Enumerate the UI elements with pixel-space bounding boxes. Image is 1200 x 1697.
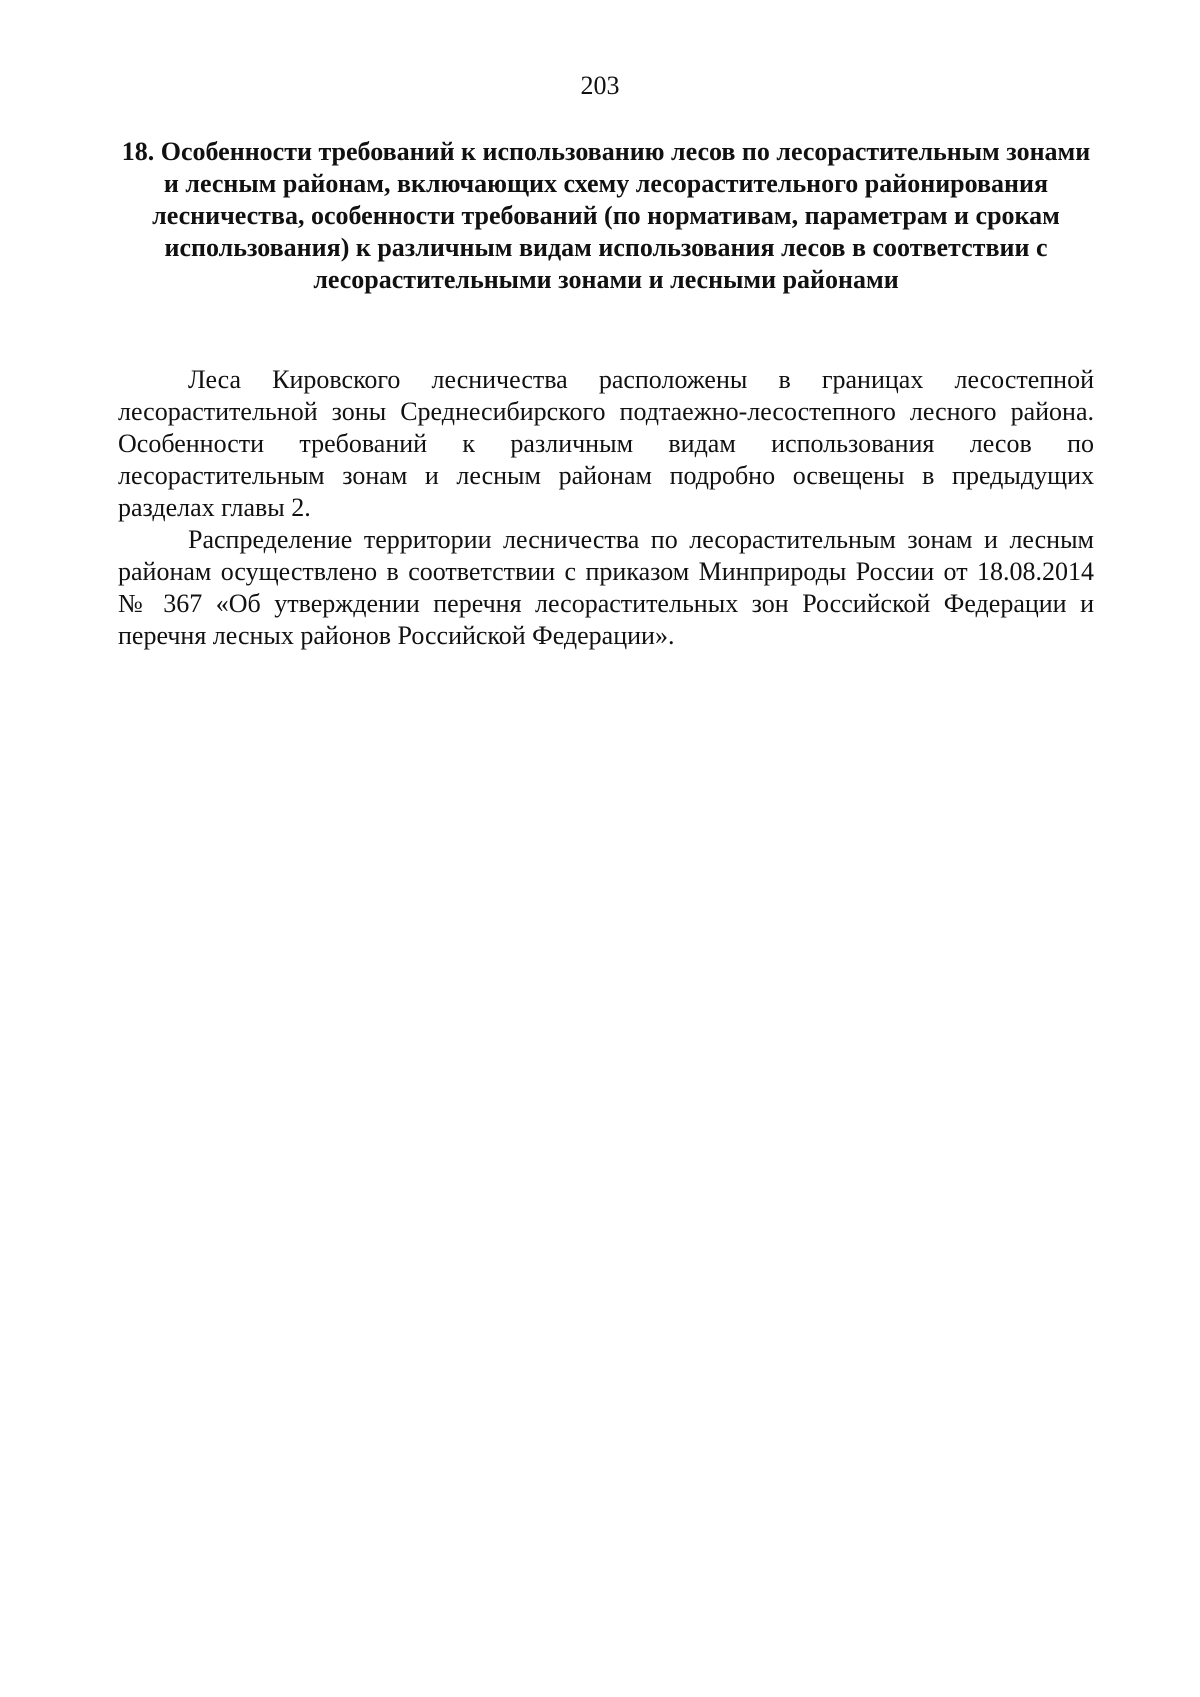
body-text — [118, 364, 1094, 652]
page-number: 203 — [580, 71, 620, 100]
section-title: 18. Особенности требований к использованию лесов по лесорастительным зонами и лесным районам, включающих схему лесорастительного районирования лесничества, особенности требований (по нормативам, параметрам и срокам использования) к различным видам использования лесов в соответствии с лесорастительными зонами и лесными районами — [121, 137, 1091, 294]
paragraph-forest-zones: Леса Кировского лесничества расположены в границах лесостепной лесорастительной зоны Среднесибирского подтаежно-лесостепного лесного района. Особенности требований к различным видам использования лесов по лесорастительным зонам и лесным районам подробно освещены в предыдущих разделах главы 2. — [118, 365, 1094, 522]
paragraph-distribution-order: Распределение территории лесничества по лесорастительным зонам и лесным районам осуществлено в соответствии с приказом Минприроды России от 18.08.2014 № 367 «Об утверждении перечня лесорастительных зон Российской Федерации и перечня лесных районов Российской Федерации». — [118, 525, 1094, 650]
